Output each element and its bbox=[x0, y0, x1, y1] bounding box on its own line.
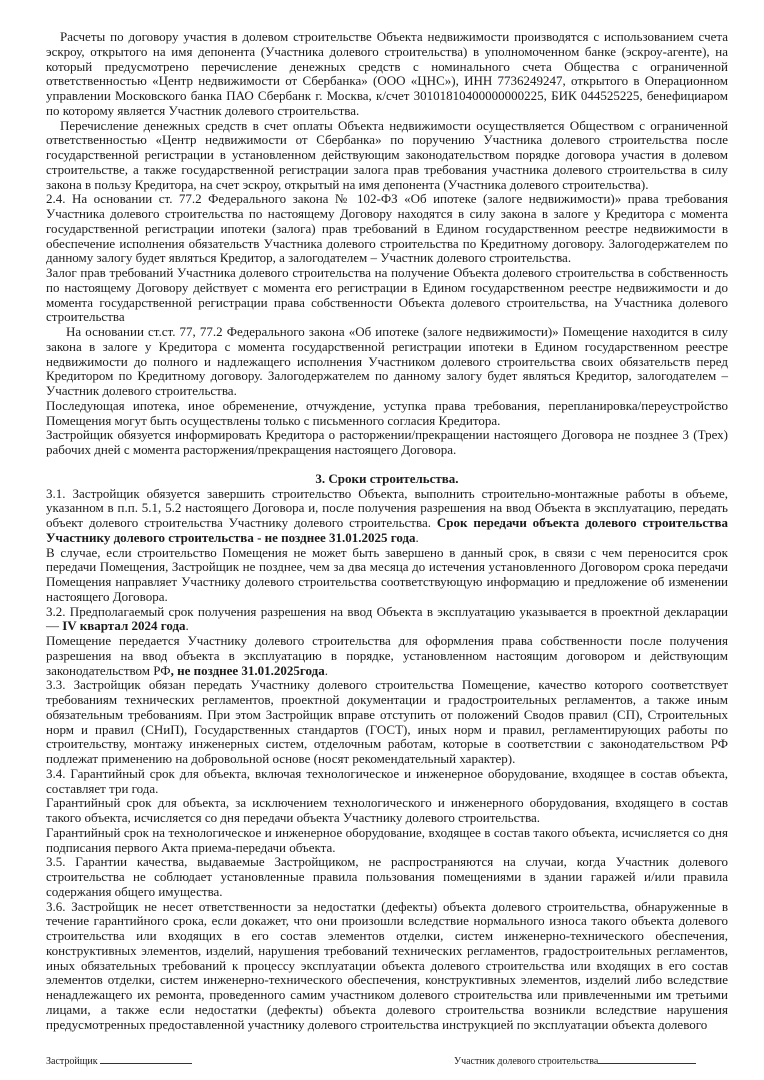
paragraph-3-1-delay: В случае, если строительство Помещения не может быть завершено в данный срок, в связи с чем переносится срок передачи Помещения, Застройщик не позднее, чем за два месяца до истечения установленного Договором срока передачи Помещения направляет Участнику долевого строительства соответствующую информацию и предложение об изменении настоящего Договора. bbox=[46, 544, 728, 604]
text: Помещение передается Участнику долевого строительства для оформления права собственности после получения разрешения на ввод объекта в эксплуатацию в порядке, установленном настоящим договором и действующим законодательством РФ bbox=[46, 633, 728, 678]
bold-deadline: Срок передачи объекта долевого строительства Участнику долевого строительства - не позднее 31.01.2025 года bbox=[46, 515, 728, 545]
paragraph-escrow: Расчеты по договору участия в долевом строительстве Объекта недвижимости производятся с использованием счета эскроу, открытого на имя депонента (Участника долевого строительства) в уполномоченном банке (эскроу-агенте), на который предусмотрено перечисление денежных средств с номинального счета Общества с ограниченной ответственностью «Центр недвижимости от Сбербанка» (ООО «ЦНС»), ИНН 7736249247, открытого в Операционном управлении Московского банка ПАО Сбербанк г. Москва, к/счет 30101810400000000225, БИК 044525225, бенефициаром по которому является Участник долевого строительства. bbox=[46, 29, 728, 118]
developer-signature bbox=[46, 1053, 192, 1067]
paragraph-3-3: 3.3. Застройщик обязан передать Участнику долевого строительства Помещение, качество которого соответствует требованиям технических регламентов, проектной документации и градостроительных регламентов, а также иным обязательным требованиям. При этом Застройщик вправе отступить от положений Сводов правил (СП), Строительных норм и правил (СНиП), Государственных стандартов (ГОСТ), иных норм и правил, регламентирующих работы по строительству, монтажу инженерных систем, отделочным работам, которые в соответствии с законодательством РФ подлежат применению на добровольной основе (носят рекомендательный характер). bbox=[46, 677, 728, 766]
bold-quarter: IV квартал 2024 года bbox=[62, 618, 186, 634]
text: . bbox=[185, 618, 189, 634]
signature-line bbox=[598, 1053, 696, 1064]
paragraph-pledge: Залог прав требований Участника долевого строительства на получение Объекта долевого строительства в собственность по настоящему Договору действует с момента его регистрации в Едином государственном реестре недвижимости и до момента государственной регистрации права собственности Объекта долевого строительства, на Участника долевого строительства bbox=[46, 265, 728, 325]
signature-line bbox=[100, 1053, 192, 1064]
paragraph-mortgage-basis: На основании ст.ст. 77, 77.2 Федерального закона «Об ипотеке (залоге недвижимости)» Помещение находится в силу закона в залоге у Кредитора с момента государственной регистрации ипотеки в Едином государственном реестре недвижимости до полного и надлежащего исполнения Участником долевого строительства своих обязательств перед Кредитором по Кредитному договору. Залогодержателем по данному залогу будет являться Кредитор, залогодателем – Участник долевого строительства. bbox=[46, 324, 728, 398]
text: . bbox=[415, 529, 419, 545]
text: 3.2. Предполагаемый срок получения разрешения на ввод Объекта в эксплуатацию указывается в проектной декларации — bbox=[46, 603, 728, 634]
paragraph-subsequent-mortgage: Последующая ипотека, иное обременение, отчуждение, уступка права требования, перепланировка/переустройство Помещения могут быть осуществлены только с письменного согласия Кредитора. bbox=[46, 397, 728, 428]
developer-label: Застройщик bbox=[46, 1056, 98, 1067]
section-3-heading: 3. Сроки строительства. bbox=[315, 470, 459, 486]
paragraph-3-4: 3.4. Гарантийный срок для объекта, включая технологическое и инженерное оборудование, входящее в состав объекта, составляет три года. bbox=[46, 765, 728, 796]
bold-deadline: , не позднее 31.01.2025года bbox=[170, 662, 325, 678]
paragraph-3-2 bbox=[46, 605, 728, 635]
paragraph-3-4-equipment: Гарантийный срок на технологическое и инженерное оборудование, входящее в состав такого объекта, исчисляется со дня подписания первого Акта приема-передачи объекта. bbox=[46, 824, 728, 855]
paragraph-3-4-object: Гарантийный срок для объекта, за исключением технологического и инженерного оборудования, входящего в состав такого объекта, исчисляется со дня передачи объекта Участнику долевого строительства. bbox=[46, 795, 728, 825]
paragraph-3-6: 3.6. Застройщик не несет ответственности за недостатки (дефекты) объекта долевого строительства, обнаруженные в течение гарантийного срока, если докажет, что они произошли вследствие нормального износа такого объекта долевого строительства или входящих в его состав элементов отделки, систем инженерно-технического обеспечения, конструктивных элементов, изделий, нарушения требований технических регламентов, градостроительных регламентов, иных обязательных требований к процессу эксплуатации объекта долевого строительства или входящих в его состав элементов отделки, систем инженерно-технического обеспечения, конструктивных элементов, изделий либо вследствие ненадлежащего их ремонта, проведенного самим участником долевого строительства или привлеченными им третьими лицами, а также если недостатки (дефекты) объекта долевого строительства возникли вследствие нарушения предусмотренных предоставленной участнику долевого строительства инструкцией по эксплуатации объекта долевого bbox=[46, 898, 728, 1032]
paragraph-transfer: Перечисление денежных средств в счет оплаты Объекта недвижимости осуществляется Обществом с ограниченной ответственностью «Центр недвижимости от Сбербанка» по поручению Участника долевого строительства после государственной регистрации в установленном действующим законодательством порядке договора участия в долевом строительстве, а также государственной регистрации залога прав требования участника долевого строительства в силу закона в пользу Кредитора, на счет эскроу, открытый на имя депонента (Участника долевого строительства). bbox=[46, 117, 728, 192]
paragraph-inform-creditor: Застройщик обязуется информировать Кредитора о расторжении/прекращении настоящего Договора не позднее 3 (Трех) рабочих дней с момента расторжения/прекращения настоящего Договора. bbox=[46, 427, 728, 457]
paragraph-3-1 bbox=[46, 487, 728, 546]
participant-signature bbox=[454, 1053, 696, 1067]
text: 3.1. Застройщик обязуется завершить строительство Объекта, выполнить строительно-монтажные работы в объеме, указанном в п.п. 5.1, 5.2 настоящего Договора и, после получения разрешения на ввод Объекта в эксплуатацию, передать объект долевого строительства Участнику долевого строительства. bbox=[46, 485, 728, 530]
paragraph-2-4: 2.4. На основании ст. 77.2 Федерального закона № 102-ФЗ «Об ипотеке (залоге недвижимости)» права требования Участника долевого строительства по настоящему Договору находятся в силу закона в залоге у Кредитора с момента государственной регистрации ипотеки (залога) прав требований в Едином государственном реестре недвижимости в обеспечение исполнения обязательств Участника долевого строительства по Кредитному договору. Залогодержателем по данному залогу будет являться Кредитор, а залогодателем – Участник долевого строительства. bbox=[46, 191, 728, 266]
participant-label: Участник долевого строительства bbox=[454, 1056, 599, 1067]
document-page bbox=[46, 30, 728, 1032]
paragraph-3-2-transfer bbox=[46, 634, 728, 678]
paragraph-3-5: 3.5. Гарантии качества, выдаваемые Застройщиком, не распространяются на случаи, когда Участник долевого строительства не соблюдает установленные правила пользования помещениями в здании гаражей и/или правила содержания общего имущества. bbox=[46, 854, 728, 899]
text: . bbox=[324, 662, 328, 678]
